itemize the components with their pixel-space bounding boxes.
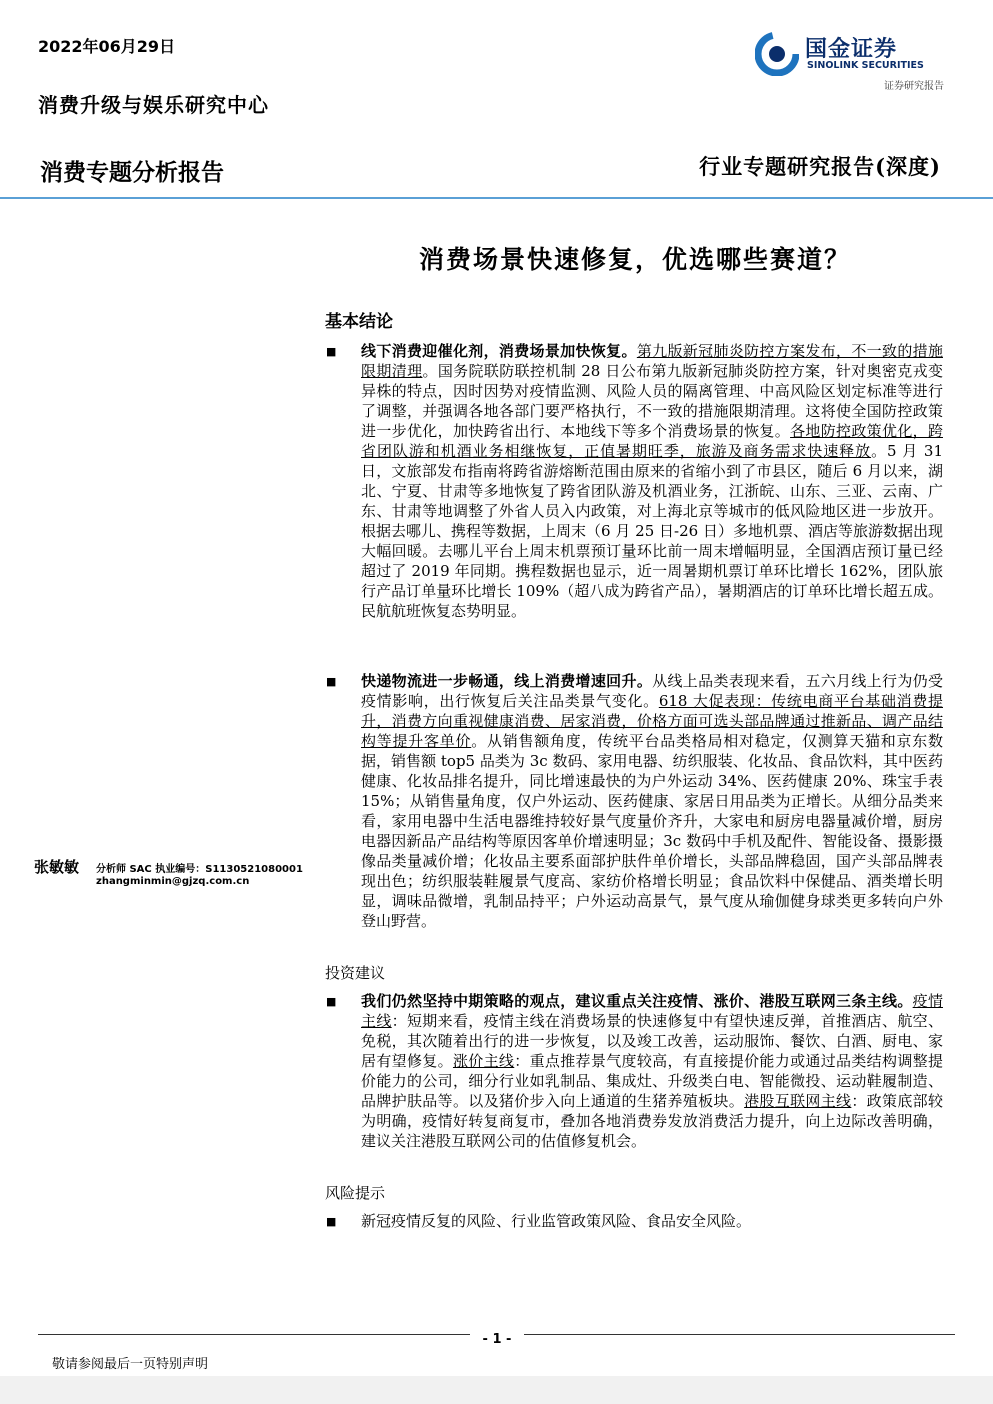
paragraph-text: ：政策底部较为明确，疫情好转复商复市，叠加各地消费券发放消费活力提升，向上边际改善明确，建议关注港股互联网公司的估值修复机会。 xyxy=(361,1092,943,1150)
page-bottom-band xyxy=(0,1376,993,1404)
bullet-icon: ■ xyxy=(326,1215,337,1228)
main-title: 消费场景快速修复，优选哪些赛道？ xyxy=(418,245,851,274)
logo-subtitle: 证券研究报告 xyxy=(884,81,944,92)
paragraph-lead: 线下消费迎催化剂，消费场景加快恢复。 xyxy=(361,342,637,360)
underlined-text: 涨价主线 xyxy=(452,1052,515,1070)
analyst-sac-number: 分析师 SAC 执业编号：S1130521080001 xyxy=(96,864,303,875)
paragraph-online-consumption xyxy=(361,671,943,931)
paragraph-investment-advice xyxy=(361,991,943,1151)
report-type: 消费专题分析报告 xyxy=(40,160,224,186)
underlined-text: 第九版新冠肺炎防控方案发布，不一致的措施限期清理 xyxy=(361,342,943,380)
underlined-text: 疫情主线 xyxy=(361,992,943,1030)
underlined-text: 618 大促表现：传统电商平台基础消费提升，消费方向重视健康消费、居家消费，价格方面可选头部品牌通过推新品、调产品结构等提升客单价 xyxy=(361,692,943,750)
paragraph-lead: 我们仍然坚持中期策略的观点，建议重点关注疫情、涨价、港股互联网三条主线。 xyxy=(361,992,913,1010)
page-number: - 1 - xyxy=(470,1332,524,1347)
analyst-name: 张敏敏 xyxy=(34,858,80,876)
logo-mark-icon xyxy=(755,32,799,76)
logo-chinese-name: 国金证券 xyxy=(805,37,898,62)
paragraph-text: 。国务院联防联控机制 28 日公布第九版新冠肺炎防控方案，针对奥密克戎变异株的特点，因时因势对疫情监测、风险人员的隔离管理、中高风险区划定标准等进行了调整，并强调各地各部门要严格执行，不一致的措施限期清理。这将使全国防控政策进一步优化，加快跨省出行、本地线下等多个消费场景的恢复。 xyxy=(361,362,943,440)
section-heading-risk: 风险提示 xyxy=(325,1184,386,1202)
report-date: 2022年06月29日 xyxy=(38,37,176,56)
disclaimer-note: 敬请参阅最后一页特别声明 xyxy=(52,1357,209,1372)
paragraph-lead: 快递物流进一步畅通，线上消费增速回升。 xyxy=(361,672,653,690)
company-logo xyxy=(755,30,950,90)
paragraph-risk: 新冠疫情反复的风险、行业监管政策风险、食品安全风险。 xyxy=(361,1212,752,1230)
bullet-icon: ■ xyxy=(326,345,337,358)
paragraph-text: 从线上品类表现来看，五六月线上行为仍受疫情影响，出行恢复后关注品类景气变化。 xyxy=(361,672,943,710)
logo-english-name: SINOLINK SECURITIES xyxy=(807,60,924,71)
paragraph-text: 。5 月 31 日，文旅部发布指南将跨省游熔断范围由原来的省缩小到了市县区，随后 6 月以来，湖北、宁夏、甘肃等多地恢复了跨省团队游及机酒业务，江浙皖、山东、三亚、云南、广东、甘肃等地调整了外省人员入内政策，对上海北京等城市的低风险地区进一步放开。根据去哪儿、携程等数据，上周末（6 月 25 日-26 日）多地机票、酒店等旅游数据出现大幅回暖。去哪儿平台上周末机票预订量环比前一周末增幅明显，全国酒店预订量已经超过了 2019 年同期。携程数据也显示，近一周暑期机票订单环比增长 162%，团队旅行产品订单量环比增长 109%（超八成为跨省产品），暑期酒店的订单环比增长超五成。民航航班恢复态势明显。 xyxy=(361,442,943,620)
header-divider xyxy=(0,197,993,199)
section-heading-invest: 投资建议 xyxy=(325,964,386,982)
bullet-icon: ■ xyxy=(326,995,337,1008)
underlined-text: 港股互联网主线 xyxy=(744,1092,852,1110)
underlined-text: 各地防控政策优化，跨省团队游和机酒业务相继恢复，正值暑期旺季，旅游及商务需求快速释放 xyxy=(361,422,943,460)
paragraph-text: ：短期来看，疫情主线在消费场景的快速修复中有望快速反弹，首推酒店、航空、免税，其次随着出行的进一步恢复，以及竣工改善，运动服饰、餐饮、白酒、厨电、家居有望修复。 xyxy=(361,1012,943,1070)
analyst-email: zhangminmin@gjzq.com.cn xyxy=(96,876,250,887)
research-center-name: 消费升级与娱乐研究中心 xyxy=(38,93,269,117)
report-kind: 行业专题研究报告(深度) xyxy=(699,154,941,179)
paragraph-text: ：重点推荐景气度较高，有直接提价能力或通过品类结构调整提价能力的公司，细分行业如乳制品、集成灶、升级类白电、智能微投、运动鞋履制造、品牌护肤品等。以及猪价步入向上通道的生猪养殖板块。 xyxy=(361,1052,943,1110)
bullet-icon: ■ xyxy=(326,675,337,688)
paragraph-offline-consumption xyxy=(361,341,943,621)
paragraph-text: 。从销售额角度，传统平台品类格局相对稳定，仅测算天猫和京东数据，销售额 top5 品类为 3c 数码、家用电器、纺织服装、化妆品、食品饮料，其中医药健康、化妆品排名提升，同比增速最快的为户外运动 34%、医药健康 20%、珠宝手表 15%；从销售量角度，仅户外运动、医药健康、家居日用品类为正增长。从细分品类来看，家用电器中生活电器维持较好景气度量价齐升，大家电和厨房电器量减价增，厨房电器因新品产品结构等原因客单价增速明显；3c 数码中手机及配件、智能设备、摄影摄像品类量减价增；化妆品主要系面部护肤件单价增长，头部品牌稳固，国产头部品牌表现出色；纺织服装鞋履景气度高、家纺价格增长明显；食品饮料中保健品、酒类增长明显，调味品微增，乳制品持平；户外运动高景气，景气度从瑜伽健身球类更多转向户外登山野营。 xyxy=(361,732,943,930)
section-heading-basic: 基本结论 xyxy=(325,312,393,332)
